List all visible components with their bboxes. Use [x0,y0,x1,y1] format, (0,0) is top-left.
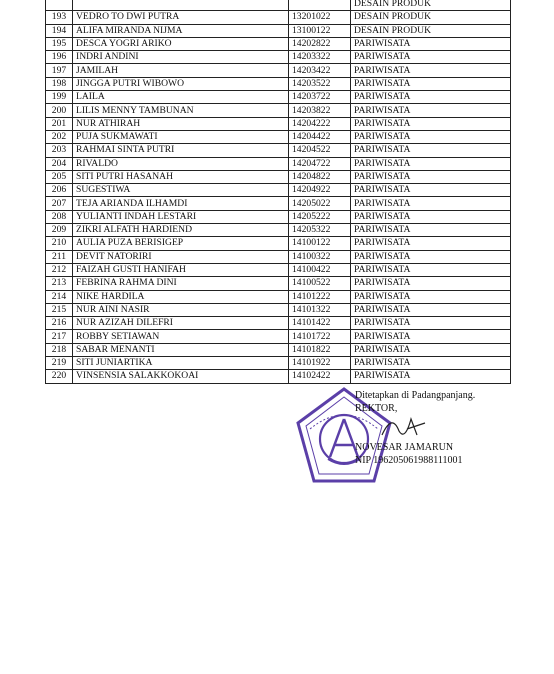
table-row [46,343,511,356]
student-nim-cell: 14100522 [289,277,351,290]
row-number-cell: 208 [46,210,73,223]
row-number-cell: 207 [46,197,73,210]
student-nim-cell: 14100122 [289,237,351,250]
student-name-cell: VEDRO TO DWI PUTRA [73,11,289,24]
row-number-cell: 194 [46,24,73,37]
table-row [46,117,511,130]
signature-nip: NIP 196205061988111001 [355,455,463,466]
student-name-cell: ROBBY SETIAWAN [73,330,289,343]
student-name-cell: DESCA YOGRI ARIKO [73,37,289,50]
study-program-cell: PARIWISATA [351,77,511,90]
study-program-cell: PARIWISATA [351,224,511,237]
table-row [46,357,511,370]
row-number-cell: 196 [46,51,73,64]
student-nim-cell: 14100322 [289,250,351,263]
student-name-cell: JAMILAH [73,64,289,77]
table-row [46,317,511,330]
student-nim-cell: 14203722 [289,91,351,104]
study-program-cell: PARIWISATA [351,64,511,77]
study-program-cell: PARIWISATA [351,104,511,117]
study-program-cell: PARIWISATA [351,170,511,183]
table-row [46,64,511,77]
table-row [46,51,511,64]
student-table [45,0,511,384]
student-name-cell: JINGGA PUTRI WIBOWO [73,77,289,90]
table-row [46,210,511,223]
table-row [46,11,511,24]
student-name-cell: DEVIT NATORIRI [73,250,289,263]
row-number-cell: 198 [46,77,73,90]
table-row [46,263,511,276]
student-nim-cell: 14101722 [289,330,351,343]
student-nim-cell: 14203422 [289,64,351,77]
student-nim-cell: 14203822 [289,104,351,117]
study-program-cell: PARIWISATA [351,357,511,370]
table-row [46,130,511,143]
study-program-cell: PARIWISATA [351,263,511,276]
study-program-cell: PARIWISATA [351,250,511,263]
student-nim-cell: 14101222 [289,290,351,303]
table-row [46,250,511,263]
row-number-cell: 195 [46,37,73,50]
student-name-cell [73,0,289,11]
row-number-cell: 213 [46,277,73,290]
student-nim-cell: 14101822 [289,343,351,356]
student-nim-cell: 14205222 [289,210,351,223]
study-program-cell: PARIWISATA [351,51,511,64]
signature-name: NOVESAR JAMARUN [355,442,454,453]
student-name-cell: AULIA PUZA BERISIGEP [73,237,289,250]
student-name-cell: NUR ATHIRAH [73,117,289,130]
study-program-cell: DESAIN PRODUK [351,11,511,24]
signature-place: Ditetapkan di Padangpanjang. [355,390,476,401]
row-number-cell: 220 [46,370,73,383]
row-number-cell: 215 [46,303,73,316]
student-nim-cell: 14101922 [289,357,351,370]
signature-scribble-icon [377,411,437,441]
table-row [46,303,511,316]
table-row [46,37,511,50]
student-nim-cell: 14102422 [289,370,351,383]
study-program-cell: PARIWISATA [351,290,511,303]
row-number-cell: 210 [46,237,73,250]
student-nim-cell [289,0,351,11]
student-nim-cell: 14205022 [289,197,351,210]
row-number-cell: 214 [46,290,73,303]
table-row [46,77,511,90]
table-row [46,144,511,157]
student-name-cell: NUR AINI NASIR [73,303,289,316]
student-name-cell: VINSENSIA SALAKKOKOAI [73,370,289,383]
study-program-cell: PARIWISATA [351,184,511,197]
student-name-cell: ALIFA MIRANDA NIJMA [73,24,289,37]
student-name-cell: SUGESTIWA [73,184,289,197]
table-row [46,104,511,117]
row-number-cell: 199 [46,91,73,104]
table-row [46,197,511,210]
study-program-cell: PARIWISATA [351,37,511,50]
study-program-cell: DESAIN PRODUK [351,24,511,37]
study-program-cell: DESAIN PRODUK [351,0,511,11]
student-nim-cell: 14204922 [289,184,351,197]
student-name-cell: INDRI ANDINI [73,51,289,64]
student-nim-cell: 14101422 [289,317,351,330]
table-row [46,24,511,37]
row-number-cell: 204 [46,157,73,170]
student-nim-cell: 13201022 [289,11,351,24]
table-row [46,170,511,183]
study-program-cell: PARIWISATA [351,370,511,383]
student-name-cell: PUJA SUKMAWATI [73,130,289,143]
row-number-cell: 211 [46,250,73,263]
study-program-cell: PARIWISATA [351,197,511,210]
row-number-cell: 203 [46,144,73,157]
student-name-cell: RAHMAI SINTA PUTRI [73,144,289,157]
student-name-cell: FEBRINA RAHMA DINI [73,277,289,290]
row-number-cell: 206 [46,184,73,197]
student-name-cell: LAILA [73,91,289,104]
student-table-container [45,0,510,384]
row-number-cell: 217 [46,330,73,343]
student-name-cell: YULIANTI INDAH LESTARI [73,210,289,223]
study-program-cell: PARIWISATA [351,317,511,330]
student-nim-cell: 14204422 [289,130,351,143]
signature-title: REKTOR, [355,403,398,414]
student-name-cell: FAIZAH GUSTI HANIFAH [73,263,289,276]
study-program-cell: PARIWISATA [351,277,511,290]
study-program-cell: PARIWISATA [351,91,511,104]
row-number-cell: 205 [46,170,73,183]
study-program-cell: PARIWISATA [351,117,511,130]
student-nim-cell: 14203322 [289,51,351,64]
handwritten-signature [355,415,475,441]
row-number-cell: 219 [46,357,73,370]
study-program-cell: PARIWISATA [351,144,511,157]
row-number-cell: 197 [46,64,73,77]
table-row [46,0,511,11]
student-name-cell: LILIS MENNY TAMBUNAN [73,104,289,117]
study-program-cell: PARIWISATA [351,130,511,143]
study-program-cell: PARIWISATA [351,343,511,356]
student-nim-cell: 14205322 [289,224,351,237]
study-program-cell: PARIWISATA [351,237,511,250]
row-number-cell: 212 [46,263,73,276]
student-name-cell: SABAR MENANTI [73,343,289,356]
row-number-cell: 200 [46,104,73,117]
signature-block [355,389,475,467]
table-row [46,237,511,250]
table-row [46,277,511,290]
row-number-cell: 202 [46,130,73,143]
table-row [46,157,511,170]
row-number-cell: 201 [46,117,73,130]
student-nim-cell: 13100122 [289,24,351,37]
student-name-cell: SITI PUTRI HASANAH [73,170,289,183]
study-program-cell: PARIWISATA [351,330,511,343]
student-nim-cell: 14101322 [289,303,351,316]
student-nim-cell: 14202822 [289,37,351,50]
student-nim-cell: 14204722 [289,157,351,170]
study-program-cell: PARIWISATA [351,303,511,316]
student-nim-cell: 14204822 [289,170,351,183]
student-nim-cell: 14204222 [289,117,351,130]
student-name-cell: SITI JUNIARTIKA [73,357,289,370]
study-program-cell: PARIWISATA [351,157,511,170]
table-row [46,330,511,343]
table-row [46,370,511,383]
student-name-cell: TEJA ARIANDA ILHAMDI [73,197,289,210]
table-row [46,290,511,303]
table-row [46,224,511,237]
row-number-cell: 216 [46,317,73,330]
study-program-cell: PARIWISATA [351,210,511,223]
student-nim-cell: 14204522 [289,144,351,157]
student-nim-cell: 14100422 [289,263,351,276]
row-number-cell [46,0,73,11]
student-name-cell: NUR AZIZAH DILEFRI [73,317,289,330]
row-number-cell: 193 [46,11,73,24]
table-row [46,184,511,197]
student-table-body [46,0,511,383]
table-row [46,91,511,104]
student-name-cell: RIVALDO [73,157,289,170]
student-nim-cell: 14203522 [289,77,351,90]
row-number-cell: 218 [46,343,73,356]
student-name-cell: NIKE HARDILA [73,290,289,303]
student-name-cell: ZIKRI ALFATH HARDIEND [73,224,289,237]
row-number-cell: 209 [46,224,73,237]
